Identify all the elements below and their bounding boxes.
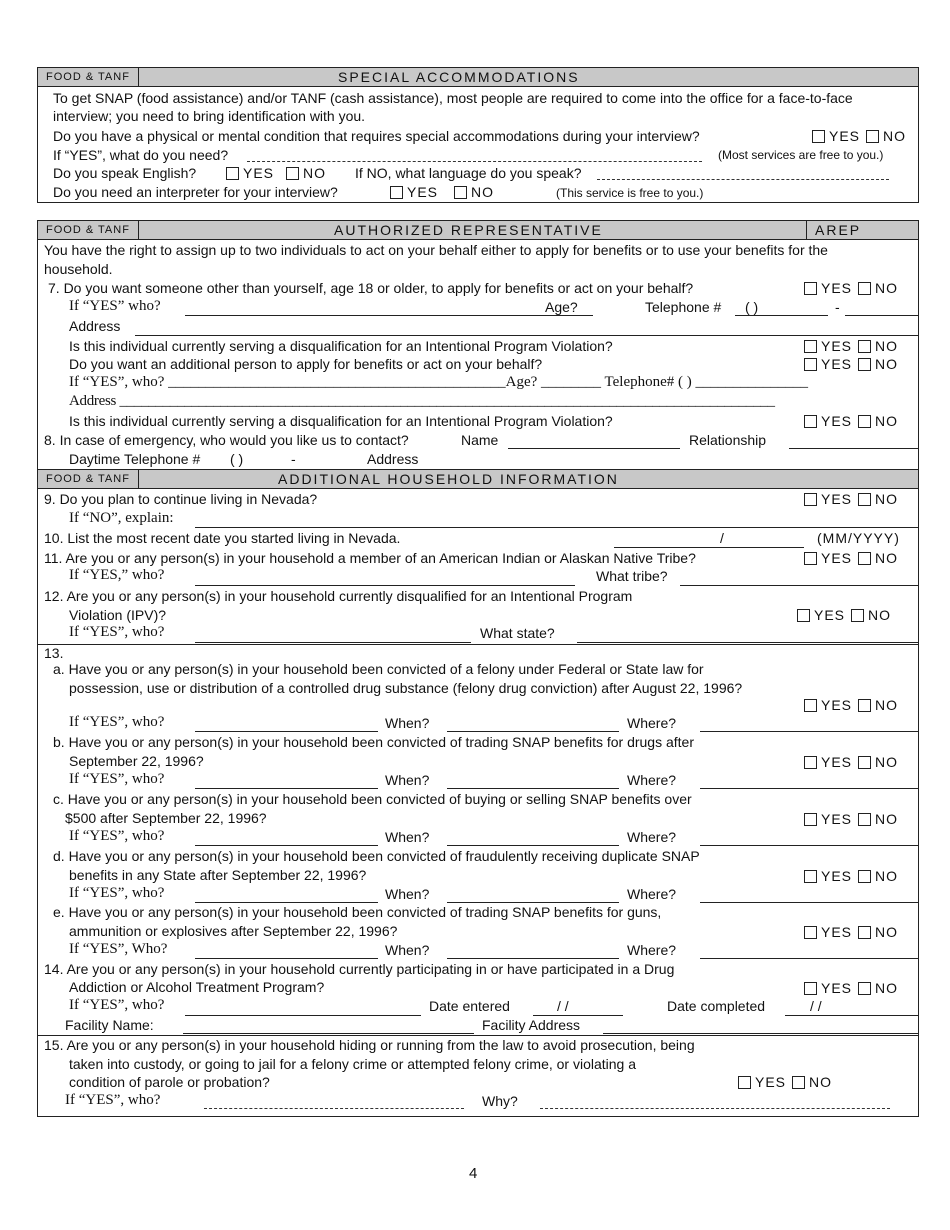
- who-field[interactable]: [195, 902, 378, 903]
- no-checkbox[interactable]: [858, 699, 871, 712]
- no-checkbox[interactable]: [792, 1076, 805, 1089]
- label-where: Where?: [627, 829, 677, 845]
- state-field[interactable]: [577, 642, 919, 643]
- yes-checkbox[interactable]: [804, 415, 817, 428]
- yes-no-english: YES NO: [226, 165, 326, 181]
- yes-no-special-condition: YES NO: [812, 128, 906, 144]
- label-when: When?: [385, 829, 430, 845]
- section-tag: FOOD & TANF: [38, 68, 139, 86]
- label-date-completed: Date completed: [667, 998, 766, 1014]
- date-format: (MM/YYYY): [817, 530, 900, 546]
- yes-checkbox[interactable]: [804, 493, 817, 506]
- relationship-field[interactable]: [789, 448, 919, 449]
- question-15: taken into custody, or going to jail for a felony crime or attempted felony crime, or violating a: [69, 1056, 637, 1072]
- label-who: If “YES,” who?: [69, 567, 165, 583]
- facility-address-field[interactable]: [603, 1033, 919, 1034]
- when-field[interactable]: [447, 958, 619, 959]
- label-who: If “YES”, who?: [69, 997, 165, 1013]
- where-field[interactable]: [700, 788, 919, 789]
- arep-code: AREP: [806, 221, 918, 239]
- yes-checkbox[interactable]: [390, 186, 403, 199]
- question-speak-english: Do you speak English?: [53, 165, 197, 181]
- label-where: Where?: [627, 942, 677, 958]
- no-checkbox[interactable]: [858, 358, 871, 371]
- date-entered-slashes: / /: [557, 998, 569, 1014]
- daytime-dash: -: [291, 451, 296, 467]
- yes-checkbox[interactable]: [804, 870, 817, 883]
- question-special-condition: Do you have a physical or mental condition that requires special accommodations during your interview?: [53, 128, 700, 144]
- question-12: 12. Are you or any person(s) in your household currently disqualified for an Intentional Program: [44, 588, 633, 604]
- yes-no-q11: YES NO: [804, 550, 898, 566]
- who-field[interactable]: [185, 315, 593, 316]
- label-why: Why?: [482, 1093, 518, 1109]
- date-slash: /: [720, 530, 724, 546]
- explain-field[interactable]: [195, 527, 919, 528]
- question-8: 8. In case of emergency, who would you like us to contact?: [44, 432, 409, 448]
- yes-checkbox[interactable]: [226, 167, 239, 180]
- daytime-area: ( ): [230, 451, 244, 467]
- section-tag: FOOD & TANF: [38, 470, 139, 488]
- section-title: AUTHORIZED REPRESENTATIVE: [334, 222, 603, 238]
- yes-checkbox[interactable]: [804, 982, 817, 995]
- date-entered-field[interactable]: [533, 1015, 623, 1016]
- label-where: Where?: [627, 772, 677, 788]
- label-who: If “YES”, who?: [69, 885, 165, 901]
- label-who: If “YES”, who?: [69, 624, 165, 640]
- yes-no-ipv: YES NO: [804, 338, 898, 354]
- question-ipv-2: Is this individual currently serving a disqualification for an Intentional Program Violation?: [69, 413, 613, 429]
- question-13d: d. Have you or any person(s) in your household been convicted of fraudulently receiving duplicate SNAP: [53, 848, 700, 864]
- no-checkbox[interactable]: [858, 870, 871, 883]
- section-title: ADDITIONAL HOUSEHOLD INFORMATION: [278, 471, 619, 487]
- yes-checkbox[interactable]: [804, 358, 817, 371]
- label-where: Where?: [627, 715, 677, 731]
- yes-no-q13b: YES NO: [804, 754, 898, 770]
- household-header: [37, 469, 919, 489]
- yes-checkbox[interactable]: [804, 813, 817, 826]
- date-completed-slashes: / /: [810, 998, 822, 1014]
- label-facility-address: Facility Address: [482, 1017, 581, 1033]
- facility-name-field[interactable]: [183, 1033, 474, 1034]
- who-field[interactable]: [195, 958, 378, 959]
- arep-header: [37, 220, 919, 240]
- yes-no-q13a: YES NO: [804, 697, 898, 713]
- telephone-area: ( ): [745, 299, 759, 315]
- label-explain: If “NO”, explain:: [69, 510, 174, 526]
- question-13e: ammunition or explosives after September 22, 1996?: [69, 923, 398, 939]
- when-field[interactable]: [447, 902, 619, 903]
- yes-no-q9: YES NO: [804, 491, 898, 507]
- question-13e: e. Have you or any person(s) in your household been convicted of trading SNAP benefits for guns,: [53, 904, 662, 920]
- no-checkbox[interactable]: [858, 756, 871, 769]
- question-7: 7. Do you want someone other than yourself, age 18 or older, to apply for benefits or act on your behalf?: [48, 280, 694, 296]
- question-14: Addiction or Alcohol Treatment Program?: [69, 979, 325, 995]
- no-checkbox[interactable]: [858, 813, 871, 826]
- note-free-services: (Most services are free to you.): [718, 148, 884, 162]
- who-field[interactable]: [195, 585, 575, 586]
- label-who: If “YES”, who?: [69, 771, 165, 787]
- who-field[interactable]: [195, 845, 378, 846]
- no-checkbox[interactable]: [858, 926, 871, 939]
- yes-checkbox[interactable]: [804, 699, 817, 712]
- yes-no-additional: YES NO: [804, 356, 898, 372]
- yes-no-q13e: YES NO: [804, 924, 898, 940]
- arep-intro: You have the right to assign up to two individuals to act on your behalf either to apply for benefits or to use your benefits for the: [44, 242, 828, 258]
- section-title: SPECIAL ACCOMMODATIONS: [338, 69, 580, 85]
- yes-no-q7: YES NO: [804, 280, 898, 296]
- question-10: 10. List the most recent date you started living in Nevada.: [44, 530, 401, 546]
- label-who-2: If “YES”, who? _____________________________________________Age? ________ Telephone# ( ) _______________: [69, 374, 809, 390]
- label-when: When?: [385, 886, 430, 902]
- yes-checkbox[interactable]: [812, 130, 825, 143]
- arep-intro: household.: [44, 261, 113, 277]
- no-checkbox[interactable]: [851, 609, 864, 622]
- name-field[interactable]: [508, 448, 680, 449]
- label-address-3: Address: [367, 451, 419, 467]
- question-11: 11. Are you or any person(s) in your household a member of an American Indian or Alaskan Native Tribe?: [44, 550, 696, 566]
- telephone-dash: -: [835, 299, 840, 315]
- intro-text: To get SNAP (food assistance) and/or TANF (cash assistance), most people are required to come into the office for a face-to-face: [53, 90, 853, 106]
- intro-text: interview; you need to bring identification with you.: [53, 108, 366, 124]
- when-field[interactable]: [447, 731, 619, 732]
- label-when: When?: [385, 715, 430, 731]
- question-13d: benefits in any State after September 22, 1996?: [69, 867, 367, 883]
- where-field[interactable]: [700, 902, 919, 903]
- label-who: If “YES” who?: [69, 298, 161, 314]
- yes-checkbox[interactable]: [804, 282, 817, 295]
- label-date-entered: Date entered: [429, 998, 510, 1014]
- yes-checkbox[interactable]: [738, 1076, 751, 1089]
- who-field[interactable]: [204, 1108, 464, 1109]
- question-13c: c. Have you or any person(s) in your household been convicted of buying or selling SNAP benefits over: [53, 791, 692, 807]
- question-12: Violation (IPV)?: [69, 607, 167, 623]
- no-checkbox[interactable]: [858, 340, 871, 353]
- date-field[interactable]: [614, 547, 804, 548]
- question-13c: $500 after September 22, 1996?: [65, 810, 267, 826]
- question-additional-person: Do you want an additional person to apply for benefits or act on your behalf?: [69, 356, 543, 372]
- yes-checkbox[interactable]: [804, 926, 817, 939]
- label-address-2: Address ___________________________________________________________________________________________: [69, 393, 775, 409]
- question-what-need: If “YES”, what do you need?: [53, 147, 229, 163]
- when-field[interactable]: [447, 845, 619, 846]
- label-facility-name: Facility Name:: [65, 1017, 154, 1033]
- label-who: If “YES”, who?: [69, 714, 165, 730]
- question-13a: possession, use or distribution of a controlled drug substance (felony drug conviction) after August 22, 1996?: [69, 680, 743, 696]
- yes-no-q13d: YES NO: [804, 868, 898, 884]
- yes-no-q13c: YES NO: [804, 811, 898, 827]
- where-field[interactable]: [700, 845, 919, 846]
- label-where: Where?: [627, 886, 677, 902]
- no-checkbox[interactable]: [286, 167, 299, 180]
- yes-no-interpreter: YES NO: [390, 184, 494, 200]
- question-13: 13.: [44, 645, 64, 661]
- yes-checkbox[interactable]: [797, 609, 810, 622]
- question-15: condition of parole or probation?: [69, 1074, 270, 1090]
- yes-no-ipv-2: YES NO: [804, 413, 898, 429]
- question-13b: b. Have you or any person(s) in your household been convicted of trading SNAP benefits for drugs after: [53, 734, 694, 750]
- label-telephone: Telephone #: [645, 299, 722, 315]
- label-daytime-telephone: Daytime Telephone #: [69, 451, 201, 467]
- question-15: 15. Are you or any person(s) in your household hiding or running from the law to avoid prosecution, being: [44, 1037, 695, 1053]
- label-who: If “YES”, Who?: [69, 941, 168, 957]
- question-interpreter: Do you need an interpreter for your interview?: [53, 184, 338, 200]
- label-age: Age?: [545, 299, 578, 315]
- label-state: What state?: [480, 625, 555, 641]
- who-field[interactable]: [195, 731, 378, 732]
- who-field[interactable]: [195, 642, 471, 643]
- tribe-field[interactable]: [680, 585, 919, 586]
- address-field[interactable]: [135, 335, 919, 336]
- label-who: If “YES”, who?: [69, 828, 165, 844]
- label-name: Name: [461, 432, 499, 448]
- when-field[interactable]: [447, 788, 619, 789]
- label-tribe: What tribe?: [596, 568, 668, 584]
- yes-no-q14: YES NO: [804, 980, 898, 996]
- label-when: When?: [385, 772, 430, 788]
- yes-checkbox[interactable]: [804, 756, 817, 769]
- who-field[interactable]: [195, 788, 378, 789]
- special-accommodations-header: [37, 67, 919, 87]
- section-tag: FOOD & TANF: [38, 221, 139, 239]
- yes-no-q12: YES NO: [797, 607, 891, 623]
- label-address: Address: [69, 318, 121, 334]
- question-14: 14. Are you or any person(s) in your household currently participating in or have participated in a Drug: [44, 961, 675, 977]
- who-field[interactable]: [185, 1015, 421, 1016]
- question-13b: September 22, 1996?: [69, 753, 204, 769]
- note-free-service: (This service is free to you.): [556, 186, 704, 200]
- no-checkbox[interactable]: [858, 552, 871, 565]
- no-checkbox[interactable]: [858, 982, 871, 995]
- where-field[interactable]: [700, 731, 919, 732]
- label-relationship: Relationship: [689, 432, 767, 448]
- question-ipv: Is this individual currently serving a disqualification for an Intentional Program Violation?: [69, 338, 613, 354]
- yes-checkbox[interactable]: [804, 340, 817, 353]
- question-language: If NO, what language do you speak?: [355, 165, 582, 181]
- telephone-field[interactable]: [735, 315, 828, 316]
- why-field[interactable]: [540, 1108, 890, 1109]
- no-checkbox[interactable]: [866, 130, 879, 143]
- page-number: 4: [469, 1165, 478, 1182]
- no-checkbox[interactable]: [858, 493, 871, 506]
- yes-no-q15: YES NO: [738, 1074, 832, 1090]
- telephone-field-2[interactable]: [845, 315, 919, 316]
- date-completed-field[interactable]: [785, 1015, 919, 1016]
- yes-checkbox[interactable]: [804, 552, 817, 565]
- no-checkbox[interactable]: [858, 282, 871, 295]
- question-9: 9. Do you plan to continue living in Nevada?: [44, 491, 318, 507]
- where-field[interactable]: [700, 958, 919, 959]
- no-checkbox[interactable]: [858, 415, 871, 428]
- question-13a: a. Have you or any person(s) in your household been convicted of a felony under Federal or State law for: [53, 661, 704, 677]
- label-who: If “YES”, who?: [65, 1092, 161, 1108]
- label-when: When?: [385, 942, 430, 958]
- no-checkbox[interactable]: [454, 186, 467, 199]
